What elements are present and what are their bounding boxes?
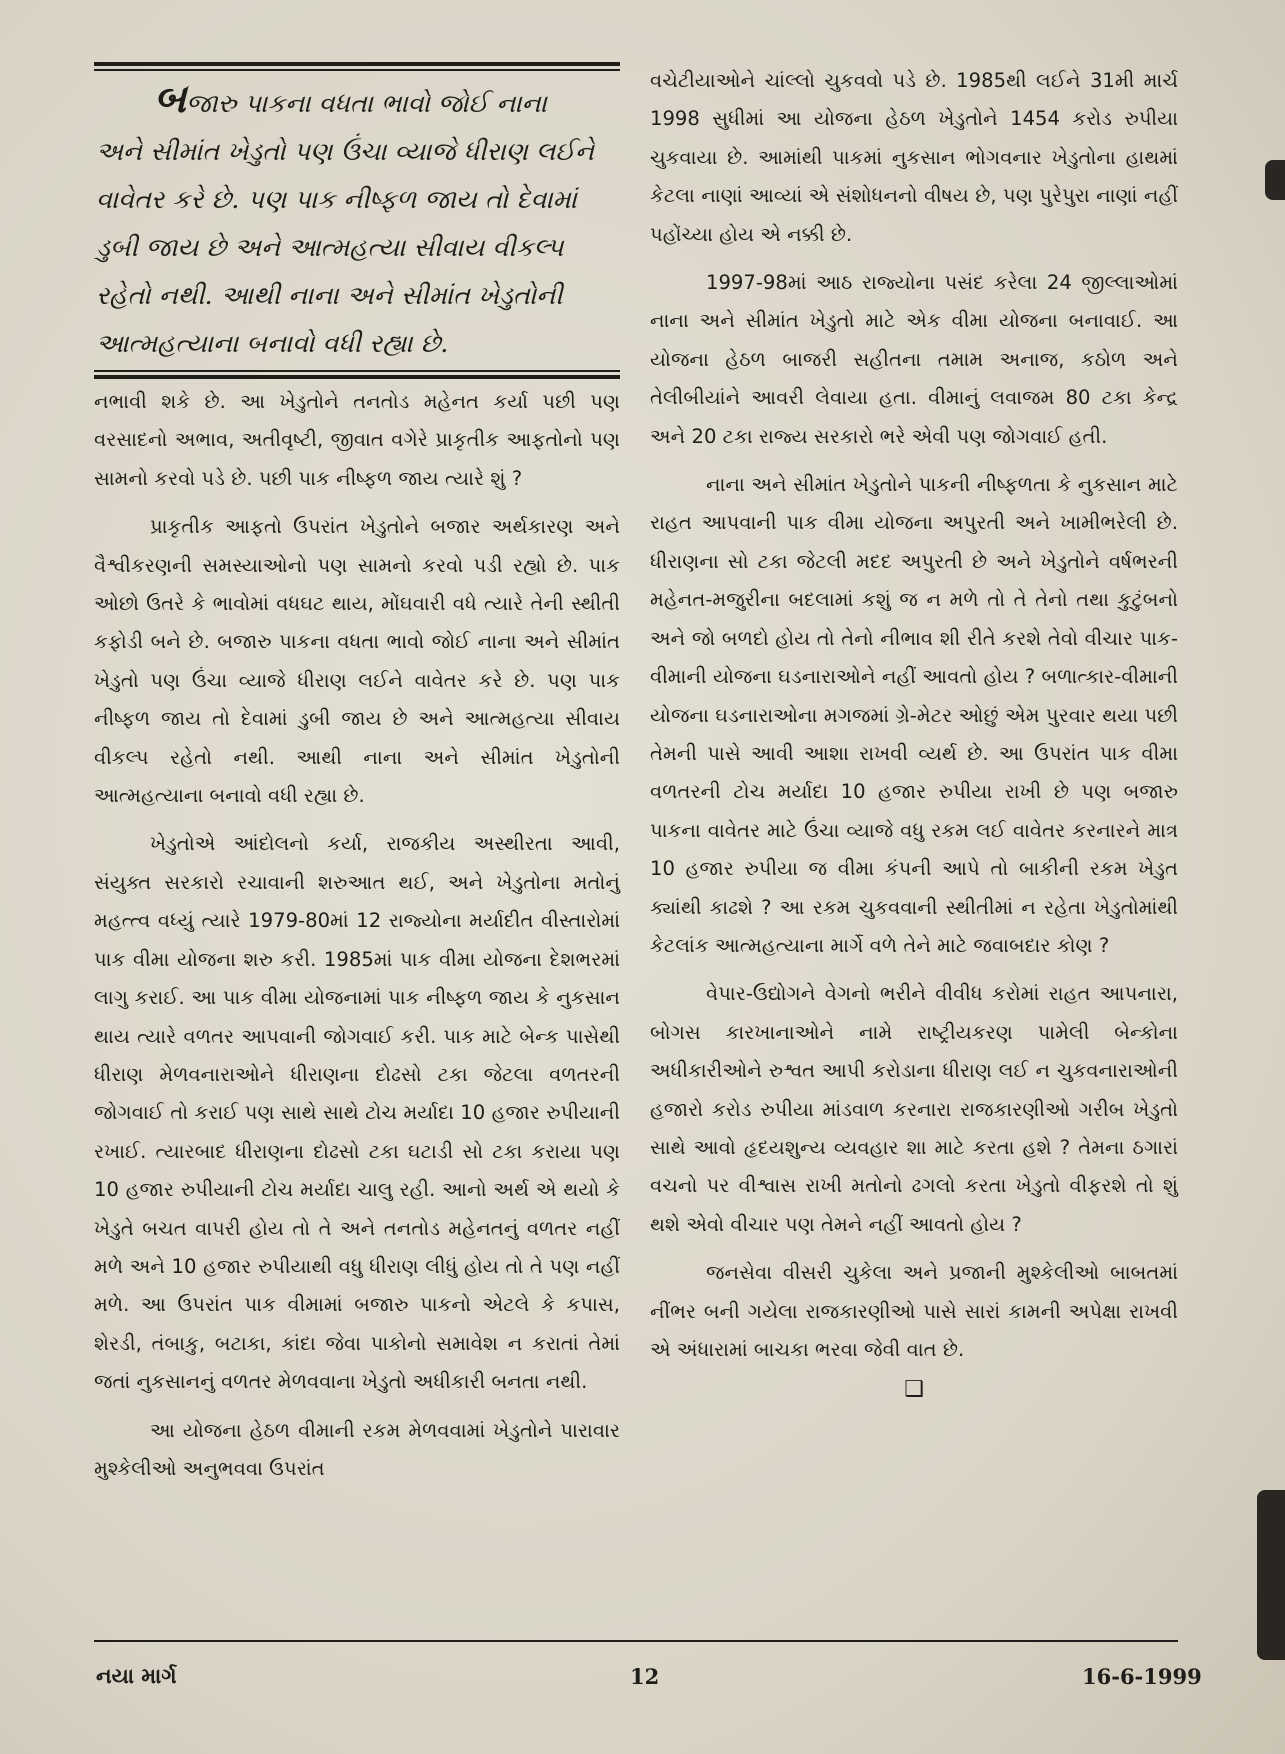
right-paragraph-3: નાના અને સીમાંત ખેડુતોને પાકની નીષ્ફળતા કે નુકસાન માટે રાહત આપવાની પાક વીમા યોજના અપુરતી અને ખામીભરેલી છે. ધીરાણના સો ટકા જેટલી મદદ અપુરતી છે અને ખેડુતોને વર્ષભરની મહેનત-મજુરીના બદલામાં કશું જ ન મળે તો તે તેનો તથા કુટુંબનો અને જો બળદો હોય તો તેનો નીભાવ શી રીતે કરશે તેવો વીચાર પાક-વીમાની યોજના ઘડનારાઓને નહીં આવતો હોય ? બળાત્કાર-વીમાની યોજના ઘડનારાઓના મગજમાં ગ્રે-મેટર ઓછું એમ પુરવાર થયા પછી તેમની પાસે આવી આશા રાખવી વ્યર્થ છે. આ ઉપરાંત પાક વીમા વળતરની ટોચ મર્યાદા 10 હજાર રુપીયા રાખી છે પણ બજારુ પાકના વાવેતર માટે ઉંચા વ્યાજે વધુ રકમ લઈ વાવેતર કરનારને માત્ર 10 હજાર રુપીયા જ વીમા કંપની આપે તો બાકીની રકમ ખેડુત ક્યાંથી કાઢશે ? આ રકમ ચુકવવાની સ્થીતીમાં ન રહેતા ખેડુતોમાંથી કેટલાંક આત્મહત્યાના માર્ગે વળે તેને માટે જવાબદાર કોણ ? xyxy=(650,473,1178,957)
left-paragraph-2: પ્રાકૃતીક આફતો ઉપરાંત ખેડુતોને બજાર અર્થકારણ અને વૈશ્વીકરણની સમસ્યાઓનો પણ સામનો કરવો પડી રહ્યો છે. પાક ઓછો ઉતરે કે ભાવોમાં વધઘટ થાય, મોંઘવારી વધે ત્યારે તેની સ્થીતી કફોડી બને છે. બજારુ પાકના વધતા ભાવો જોઈ નાના અને સીમાંત ખેડુતો પણ ઉંચા વ્યાજે ધીરાણ લઈને વાવેતર કરે છે. પણ પાક નીષ્ફળ જાય તો દેવામાં ડુબી જાય છે અને આત્મહત્યા સીવાય વીકલ્પ રહેતો નથી. આથી નાના અને સીમાંત ખેડુતોની આત્મહત્યાના બનાવો વધી રહ્યા છે. xyxy=(94,515,620,808)
page-edge-damage xyxy=(1257,1490,1285,1660)
right-paragraph-2: 1997-98માં આઠ રાજ્યોના પસંદ કરેલા 24 જીલ્લાઓમાં નાના અને સીમાંત ખેડુતો માટે એક વીમા યોજના બનાવાઈ. આ યોજના હેઠળ બાજરી સહીતના તમામ અનાજ, કઠોળ અને તેલીબીયાંને આવરી લેવાયા હતા. વીમાનું લવાજમ 80 ટકા કેન્દ્ર અને 20 ટકા રાજ્ય સરકારો ભરે એવી પણ જોગવાઈ હતી. xyxy=(650,271,1178,448)
pullquote-bottom-rule xyxy=(94,375,620,379)
right-paragraph-5: જનસેવા વીસરી ચુકેલા અને પ્રજાની મુશ્કેલીઓ બાબતમાં નીંભર બની ગયેલા રાજકારણીઓ પાસે સારાં કામની અપેક્ષા રાખવી એ અંધારામાં બાચકા ભરવા જેવી વાત છે. xyxy=(650,1261,1178,1361)
pullquote xyxy=(94,71,620,368)
pullquote-top-rule xyxy=(94,62,620,66)
pullquote-line-1: બજારુ પાકના વધતા ભાવો જોઈ નાના xyxy=(154,75,547,122)
pullquote-line-5: રહેતો નથી. આથી નાના અને સીમાંત ખેડુતોની xyxy=(96,281,563,311)
publication-name: નયા માર્ગ xyxy=(96,1664,177,1688)
article-end-mark: ❑ xyxy=(904,1377,924,1403)
issue-date: 16-6-1999 xyxy=(1082,1664,1202,1689)
left-paragraph-4: આ યોજના હેઠળ વીમાની રકમ મેળવવામાં ખેડુતોને પારાવાર મુશ્કેલીઓ અનુભવવા ઉપરાંત xyxy=(94,1418,620,1480)
footer-rule xyxy=(94,1640,1178,1642)
left-column xyxy=(94,62,620,1488)
right-paragraph-4: વેપાર-ઉદ્યોગને વેગનો ભરીને વીવીધ કરોમાં રાહત આપનારા, બોગસ કારખાનાઓને નામે રાષ્ટ્રીયકરણ પામેલી બેન્કોના અધીકારીઓને રુશ્વત આપી કરોડાના ધીરાણ લઈ ન ચુકવનારાઓની હજારો કરોડ રુપીયા માંડવાળ કરનારા રાજકારણીઓ ગરીબ ખેડુતો સાથે આવો હૃદયશુન્ય વ્યવહાર શા માટે કરતા હશે ? તેમના ઠગારાં વચનો પર વીશ્વાસ રાખી મતોનો ઢગલો કરતા ખેડુતો વીફરશે તો શું થશે એવો વીચાર પણ તેમને નહીં આવતો હોય ? xyxy=(650,982,1178,1236)
right-paragraph-1: વચેટીયાઓને ચાંલ્લો ચુકવવો પડે છે. 1985થી લઈને 31મી માર્ચ 1998 સુધીમાં આ યોજના હેઠળ ખેડુતોને 1454 કરોડ રુપીયા ચુકવાયા છે. આમાંથી પાકમાં નુકસાન ભોગવનાર ખેડુતોના હાથમાં કેટલા નાણાં આવ્યાં એ સંશોધનનો વીષય છે, પણ પુરેપુરા નાણાં નહીં પહોંચ્યા હોય એ નક્કી છે. xyxy=(650,69,1178,246)
pullquote-bottom-rule-thin xyxy=(94,370,620,372)
pullquote-dropcap: બ xyxy=(154,75,187,122)
left-paragraph-1: નભાવી શકે છે. આ ખેડુતોને તનતોડ મહેનત કર્યા પછી પણ વરસાદનો અભાવ, અતીવૃષ્ટી, જીવાત વગેરે પ્રાકૃતીક આફતોનો પણ સામનો કરવો પડે છે. પછી પાક નીષ્ફળ જાય ત્યારે શું ? xyxy=(94,390,620,490)
page-edge-damage xyxy=(1265,160,1285,200)
pullquote-line-4: ડુબી જાય છે અને આત્મહત્યા સીવાય વીકલ્પ xyxy=(96,233,564,263)
page-number: 12 xyxy=(630,1664,660,1689)
right-column xyxy=(650,62,1178,1407)
left-paragraph-3: ખેડુતોએ આંદોલનો કર્યા, રાજકીય અસ્થીરતા આવી, સંયુક્ત સરકારો રચાવાની શરુઆત થઈ, અને ખેડુતોના મતોનું મહત્ત્વ વધ્યું ત્યારે 1979-80માં 12 રાજ્યોના મર્યાદીત વીસ્તારોમાં પાક વીમા યોજના શરુ કરી. 1985માં પાક વીમા યોજના દેશભરમાં લાગુ કરાઈ. આ પાક વીમા યોજનામાં પાક નીષ્ફળ જાય કે નુકસાન થાય ત્યારે વળતર આપવાની જોગવાઈ કરી. પાક માટે બેન્ક પાસેથી ધીરાણ મેળવનારાઓને ધીરાણના દોઢસો ટકા જેટલા વળતરની જોગવાઈ તો કરાઈ પણ સાથે સાથે ટોચ મર્યાદા 10 હજાર રુપીયાની રખાઈ. ત્યારબાદ ધીરાણના દોઢસો ટકા ઘટાડી સો ટકા કરાયા પણ 10 હજાર રુપીયાની ટોચ મર્યાદા ચાલુ રહી. આનો અર્થ એ થયો કે ખેડુતે બચત વાપરી હોય તો તે અને તનતોડ મહેનતનું વળતર નહીં મળે અને 10 હજાર રુપીયાથી વધુ ધીરાણ લીધું હોય તો તે પણ નહીં મળે. આ ઉપરાંત પાક વીમામાં બજારુ પાકનો એટલે કે કપાસ, શેરડી, તંબાકુ, બટાકા, કાંદા જેવા પાકોનો સમાવેશ ન કરાતાં તેમાં જતાં નુકસાનનું વળતર મેળવવાના ખેડુતો અધીકારી બનતા નથી. xyxy=(94,832,620,1394)
pullquote-line-2: અને સીમાંત ખેડુતો પણ ઉંચા વ્યાજે ધીરાણ લઈને xyxy=(96,137,594,167)
pullquote-line-6: આત્મહત્યાના બનાવો વધી રહ્યા છે. xyxy=(96,329,449,359)
pullquote-line-3: વાવેતર કરે છે. પણ પાક નીષ્ફળ જાય તો દેવામાં xyxy=(96,185,577,215)
